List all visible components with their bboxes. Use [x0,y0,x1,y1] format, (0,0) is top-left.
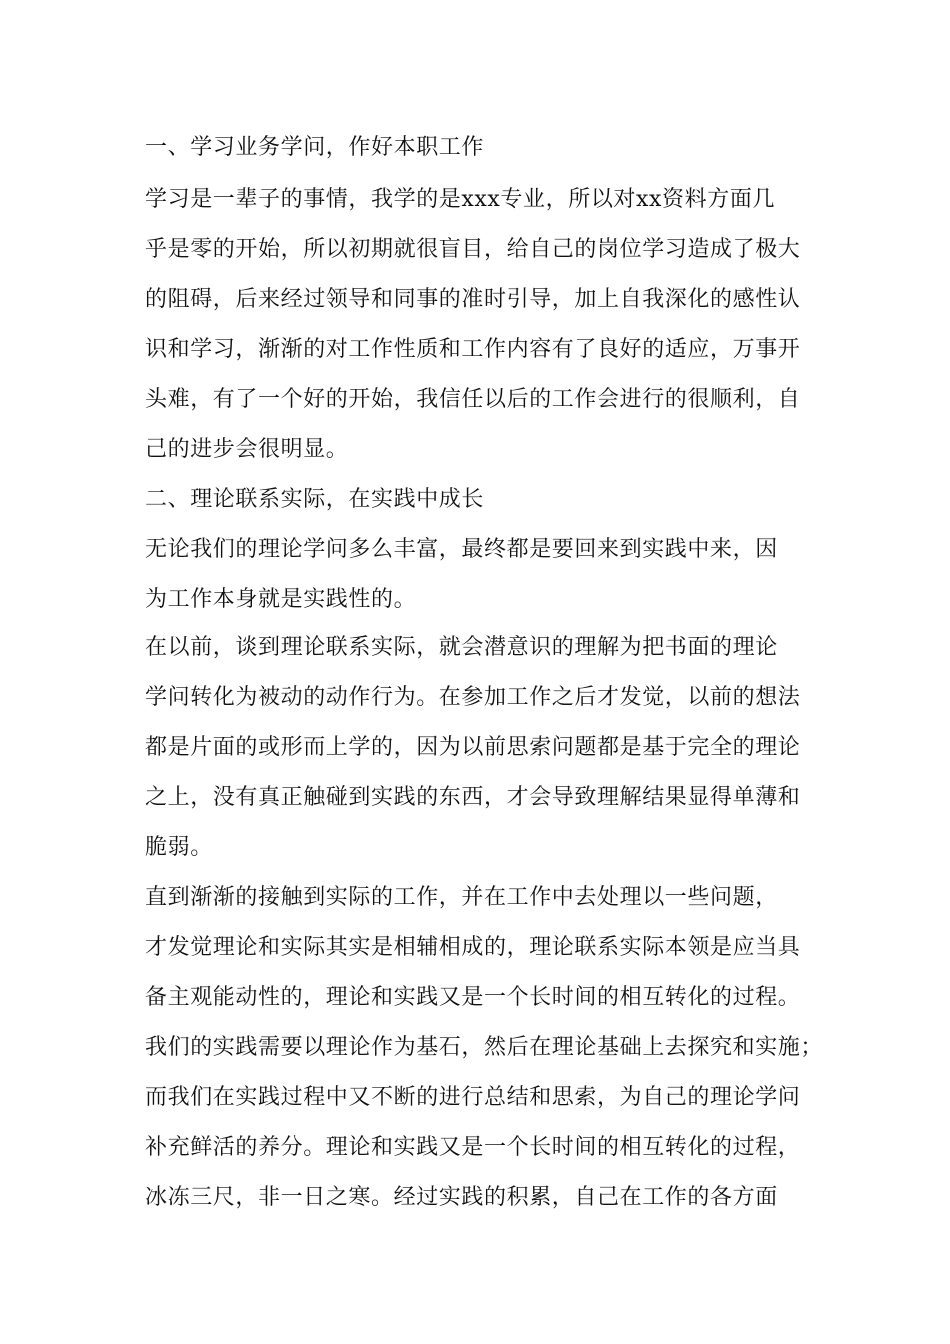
section-heading-1: 一、学习业务学问，作好本职工作 [145,135,485,160]
text-line: 都是片面的或形而上学的，因为以前思索问题都是基于完全的理论 [145,735,801,760]
text-line: 头难，有了一个好的开始，我信任以后的工作会进行的很顺利，自 [145,387,801,412]
text-line: 直到渐渐的接触到实际的工作，并在工作中去处理以一些问题， [145,885,778,910]
text-line: 而我们在实践过程中又不断的进行总结和思索，为自己的理论学问 [145,1085,801,1110]
text-line: 才发觉理论和实际其实是相辅相成的，理论联系实际本领是应当具 [145,935,801,960]
text-line: 脆弱。 [145,835,213,860]
section-heading-2: 二、理论联系实际，在实践中成长 [145,487,485,512]
text-line: 备主观能动性的，理论和实践又是一个长时间的相互转化的过程。 [145,985,801,1010]
text-line: 识和学习，渐渐的对工作性质和工作内容有了良好的适应，万事开 [145,337,801,362]
text-line: 补充鲜活的养分。理论和实践又是一个长时间的相互转化的过程， [145,1135,801,1160]
text-line: 的阻碍，后来经过领导和同事的准时引导，加上自我深化的感性认 [145,287,801,312]
text-line: 我们的实践需要以理论作为基石，然后在理论基础上去探究和实施； [145,1035,824,1060]
text-line: 无论我们的理论学问多么丰富，最终都是要回来到实践中来，因 [145,537,778,562]
text-line: 学问转化为被动的动作行为。在参加工作之后才发觉，以前的想法 [145,685,801,710]
text-line: 之上，没有真正触碰到实践的东西，才会导致理解结果显得单薄和 [145,785,801,810]
text-line: 学习是一辈子的事情，我学的是xxx专业，所以对xx资料方面几 [145,187,776,212]
text-line: 为工作本身就是实践性的。 [145,587,417,612]
text-line: 冰冻三尺，非一日之寒。经过实践的积累，自己在工作的各方面 [145,1185,778,1210]
text-line: 在以前，谈到理论联系实际，就会潜意识的理解为把书面的理论 [145,635,778,660]
text-line: 乎是零的开始，所以初期就很盲目，给自己的岗位学习造成了极大 [145,237,801,262]
text-line: 己的进步会很明显。 [145,437,349,462]
